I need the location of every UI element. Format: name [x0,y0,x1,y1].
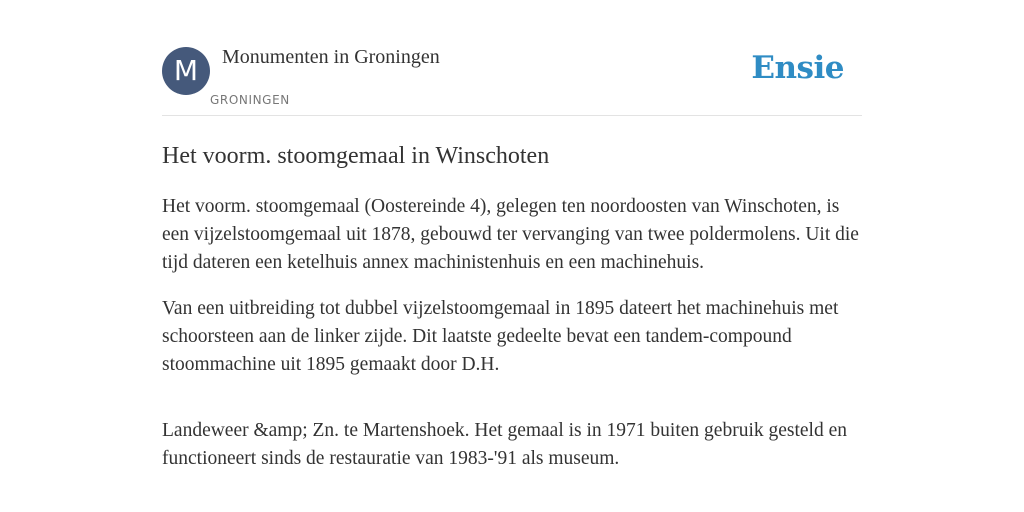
article-paragraph: Landeweer &amp; Zn. te Martenshoek. Het gemaal is in 1971 buiten gebruik gesteld en functioneert sinds de restauratie van 1983-'91 als museum. [162,420,848,469]
article-paragraph: Het voorm. stoomgemaal (Oostereinde 4), gelegen ten noordoosten van Winschoten, is een vijzelstoomgemaal uit 1878, gebouwd ter vervanging van twee poldermolens. Uit die tijd dateren een ketelhuis annex machinistenhuis en een machinehuis. [162,196,859,273]
avatar[interactable]: M [162,47,210,95]
article-body [162,193,862,473]
article-card [162,40,862,491]
article-title: Het voorm. stoomgemaal in Winschoten [162,143,550,169]
channel-name[interactable]: Monumenten in Groningen [222,46,440,68]
channel-subtitle[interactable]: GRONINGEN [210,93,290,107]
card-header [162,40,862,116]
brand-logo[interactable]: Ensie [751,50,844,86]
article-paragraph: Van een uitbreiding tot dubbel vijzelstoomgemaal in 1895 dateert het machinehuis met schoorsteen aan de linker zijde. Dit laatste gedeelte bevat een tandem-compound stoommachine uit 1895 gemaakt door D.H. [162,298,839,375]
